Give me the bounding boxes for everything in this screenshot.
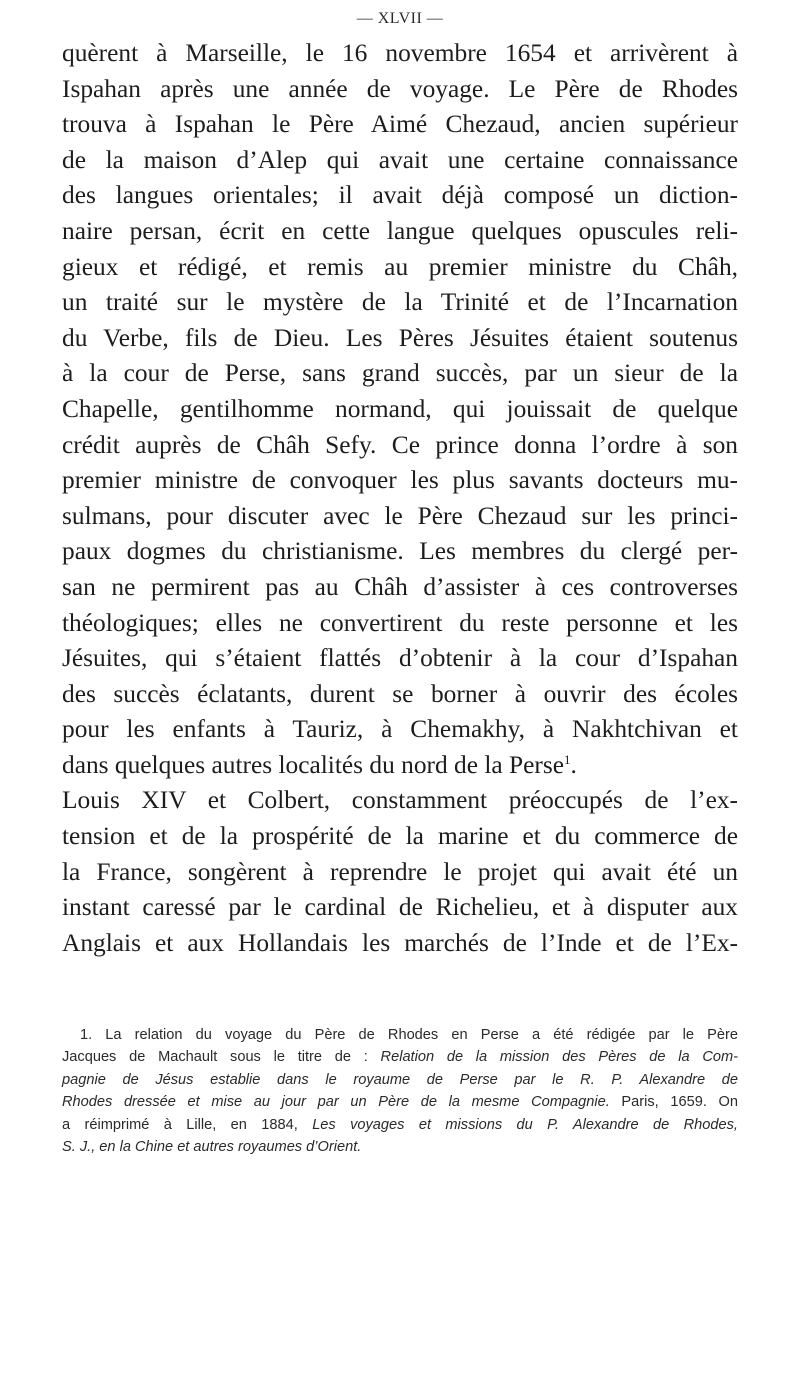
text-line-content: instant caressé par le cardinal de Richelieu, et à disputer aux <box>62 893 738 922</box>
footnote-reference-period: . <box>570 750 577 779</box>
text-line <box>62 285 738 321</box>
footnote-text: Les voyages et missions du P. Alexandre de Rhodes, <box>312 1116 738 1133</box>
text-line-content: tension et de la prospérité de la marine et du commerce de <box>62 822 738 851</box>
text-line <box>62 534 738 570</box>
text-line-content: Ispahan après une année de voyage. Le Père de Rhodes <box>62 74 738 103</box>
text-line-content: quèrent à Marseille, le 16 novembre 1654 et arrivèrent à <box>62 39 738 67</box>
text-line-content: Louis XIV et Colbert, constamment préoccupés de l’ex- <box>62 786 738 815</box>
text-line <box>62 250 738 286</box>
text-line-content: trouva à Ispahan le Père Aimé Chezaud, ancien supérieur <box>62 110 738 139</box>
text-line <box>62 463 738 499</box>
text-line-content: du Verbe, fils de Dieu. Les Pères Jésuites étaient soutenus <box>62 323 738 352</box>
text-line-content: pour les enfants à Tauriz, à Chemakhy, à Nakhtchivan et <box>62 715 738 744</box>
text-line <box>62 570 738 606</box>
text-line-content: théologiques; elles ne convertirent du reste personne et les <box>62 608 738 637</box>
text-line-content: sulmans, pour discuter avec le Père Chezaud sur les princi- <box>62 501 738 530</box>
text-line-content: de la maison d’Alep qui avait une certaine connaissance <box>62 145 738 174</box>
text-line-content: paux dogmes du christianisme. Les membres du clergé per- <box>62 537 738 566</box>
text-line <box>62 855 738 891</box>
text-line <box>62 428 738 464</box>
text-line <box>62 214 738 250</box>
text-line-content: crédit auprès de Châh Sefy. Ce prince donna l’ordre à son <box>62 430 738 459</box>
footnote-line <box>62 1069 738 1091</box>
text-line <box>62 356 738 392</box>
footnote-text: S. J., en la Chine et autres royaumes d’Orient. <box>62 1138 362 1155</box>
text-line <box>62 107 738 143</box>
footnote-text: Paris, 1659. On <box>609 1094 738 1111</box>
text-line <box>62 819 738 855</box>
text-line-content: Chapelle, gentilhomme normand, qui jouissait de quelque <box>62 394 738 423</box>
text-line <box>62 926 738 962</box>
footnote-line <box>62 1091 738 1113</box>
text-line <box>62 392 738 428</box>
text-line-content: des langues orientales; il avait déjà composé un diction- <box>62 181 738 210</box>
footnote-text: Jacques de Machault sous le titre de : <box>62 1049 381 1066</box>
text-line-content: dans quelques autres localités du nord de la Perse <box>62 750 565 779</box>
text-line <box>62 321 738 357</box>
footnote-text: pagnie de Jésus establie dans le royaume de Perse par le R. P. Alexandre de <box>62 1071 738 1088</box>
text-line-content: Jésuites, qui s’étaient flattés d’obtenir à la cour d’Ispahan <box>62 644 738 673</box>
text-line <box>62 712 738 748</box>
footnote-line <box>62 1114 738 1136</box>
text-line <box>62 606 738 642</box>
footnote-reference: 1 <box>564 751 571 767</box>
page-number: — XLVII — <box>356 10 444 27</box>
text-line-content: gieux et rédigé, et remis au premier ministre du Châh, <box>62 252 738 281</box>
text-line <box>62 36 738 72</box>
text-line-content: des succès éclatants, durent se borner à ouvrir des écoles <box>62 679 738 708</box>
text-line <box>62 677 738 713</box>
text-line-content: la France, songèrent à reprendre le projet qui avait été un <box>62 857 738 886</box>
footnote-text: Rhodes dressée et mise au jour par un Père de la mesme Compagnie. <box>62 1094 610 1111</box>
text-line-content: naire persan, écrit en cette langue quelques opuscules reli- <box>62 216 738 245</box>
text-line <box>62 890 738 926</box>
text-line <box>62 143 738 179</box>
text-line-content: un traité sur le mystère de la Trinité et de l’Incarnation <box>62 288 738 317</box>
text-line <box>62 748 738 784</box>
footnote-line <box>62 1046 738 1068</box>
text-line-content: Anglais et aux Hollandais les marchés de l’Inde et de l’Ex- <box>62 928 738 957</box>
footnote-line <box>62 1136 738 1158</box>
text-line-content: à la cour de Perse, sans grand succès, par un sieur de la <box>62 359 738 388</box>
footnote-text: Relation de la mission des Pères de la Com- <box>380 1049 738 1066</box>
text-line <box>62 783 738 819</box>
footnote-separator <box>62 1016 738 1017</box>
footnotes <box>62 1024 738 1158</box>
text-line <box>62 72 738 108</box>
text-line-content: premier ministre de convoquer les plus savants docteurs mu- <box>62 466 738 495</box>
footnote-line <box>62 1024 738 1046</box>
body-text <box>62 36 738 961</box>
text-line <box>62 178 738 214</box>
footnote-text: 1. La relation du voyage du Père de Rhodes en Perse a été rédigée par le Père <box>80 1027 738 1043</box>
footnote-text: a réimprimé à Lille, en 1884, <box>62 1116 313 1133</box>
text-line <box>62 499 738 535</box>
text-line-content: san ne permirent pas au Châh d’assister à ces controverses <box>62 572 738 601</box>
text-line <box>62 641 738 677</box>
